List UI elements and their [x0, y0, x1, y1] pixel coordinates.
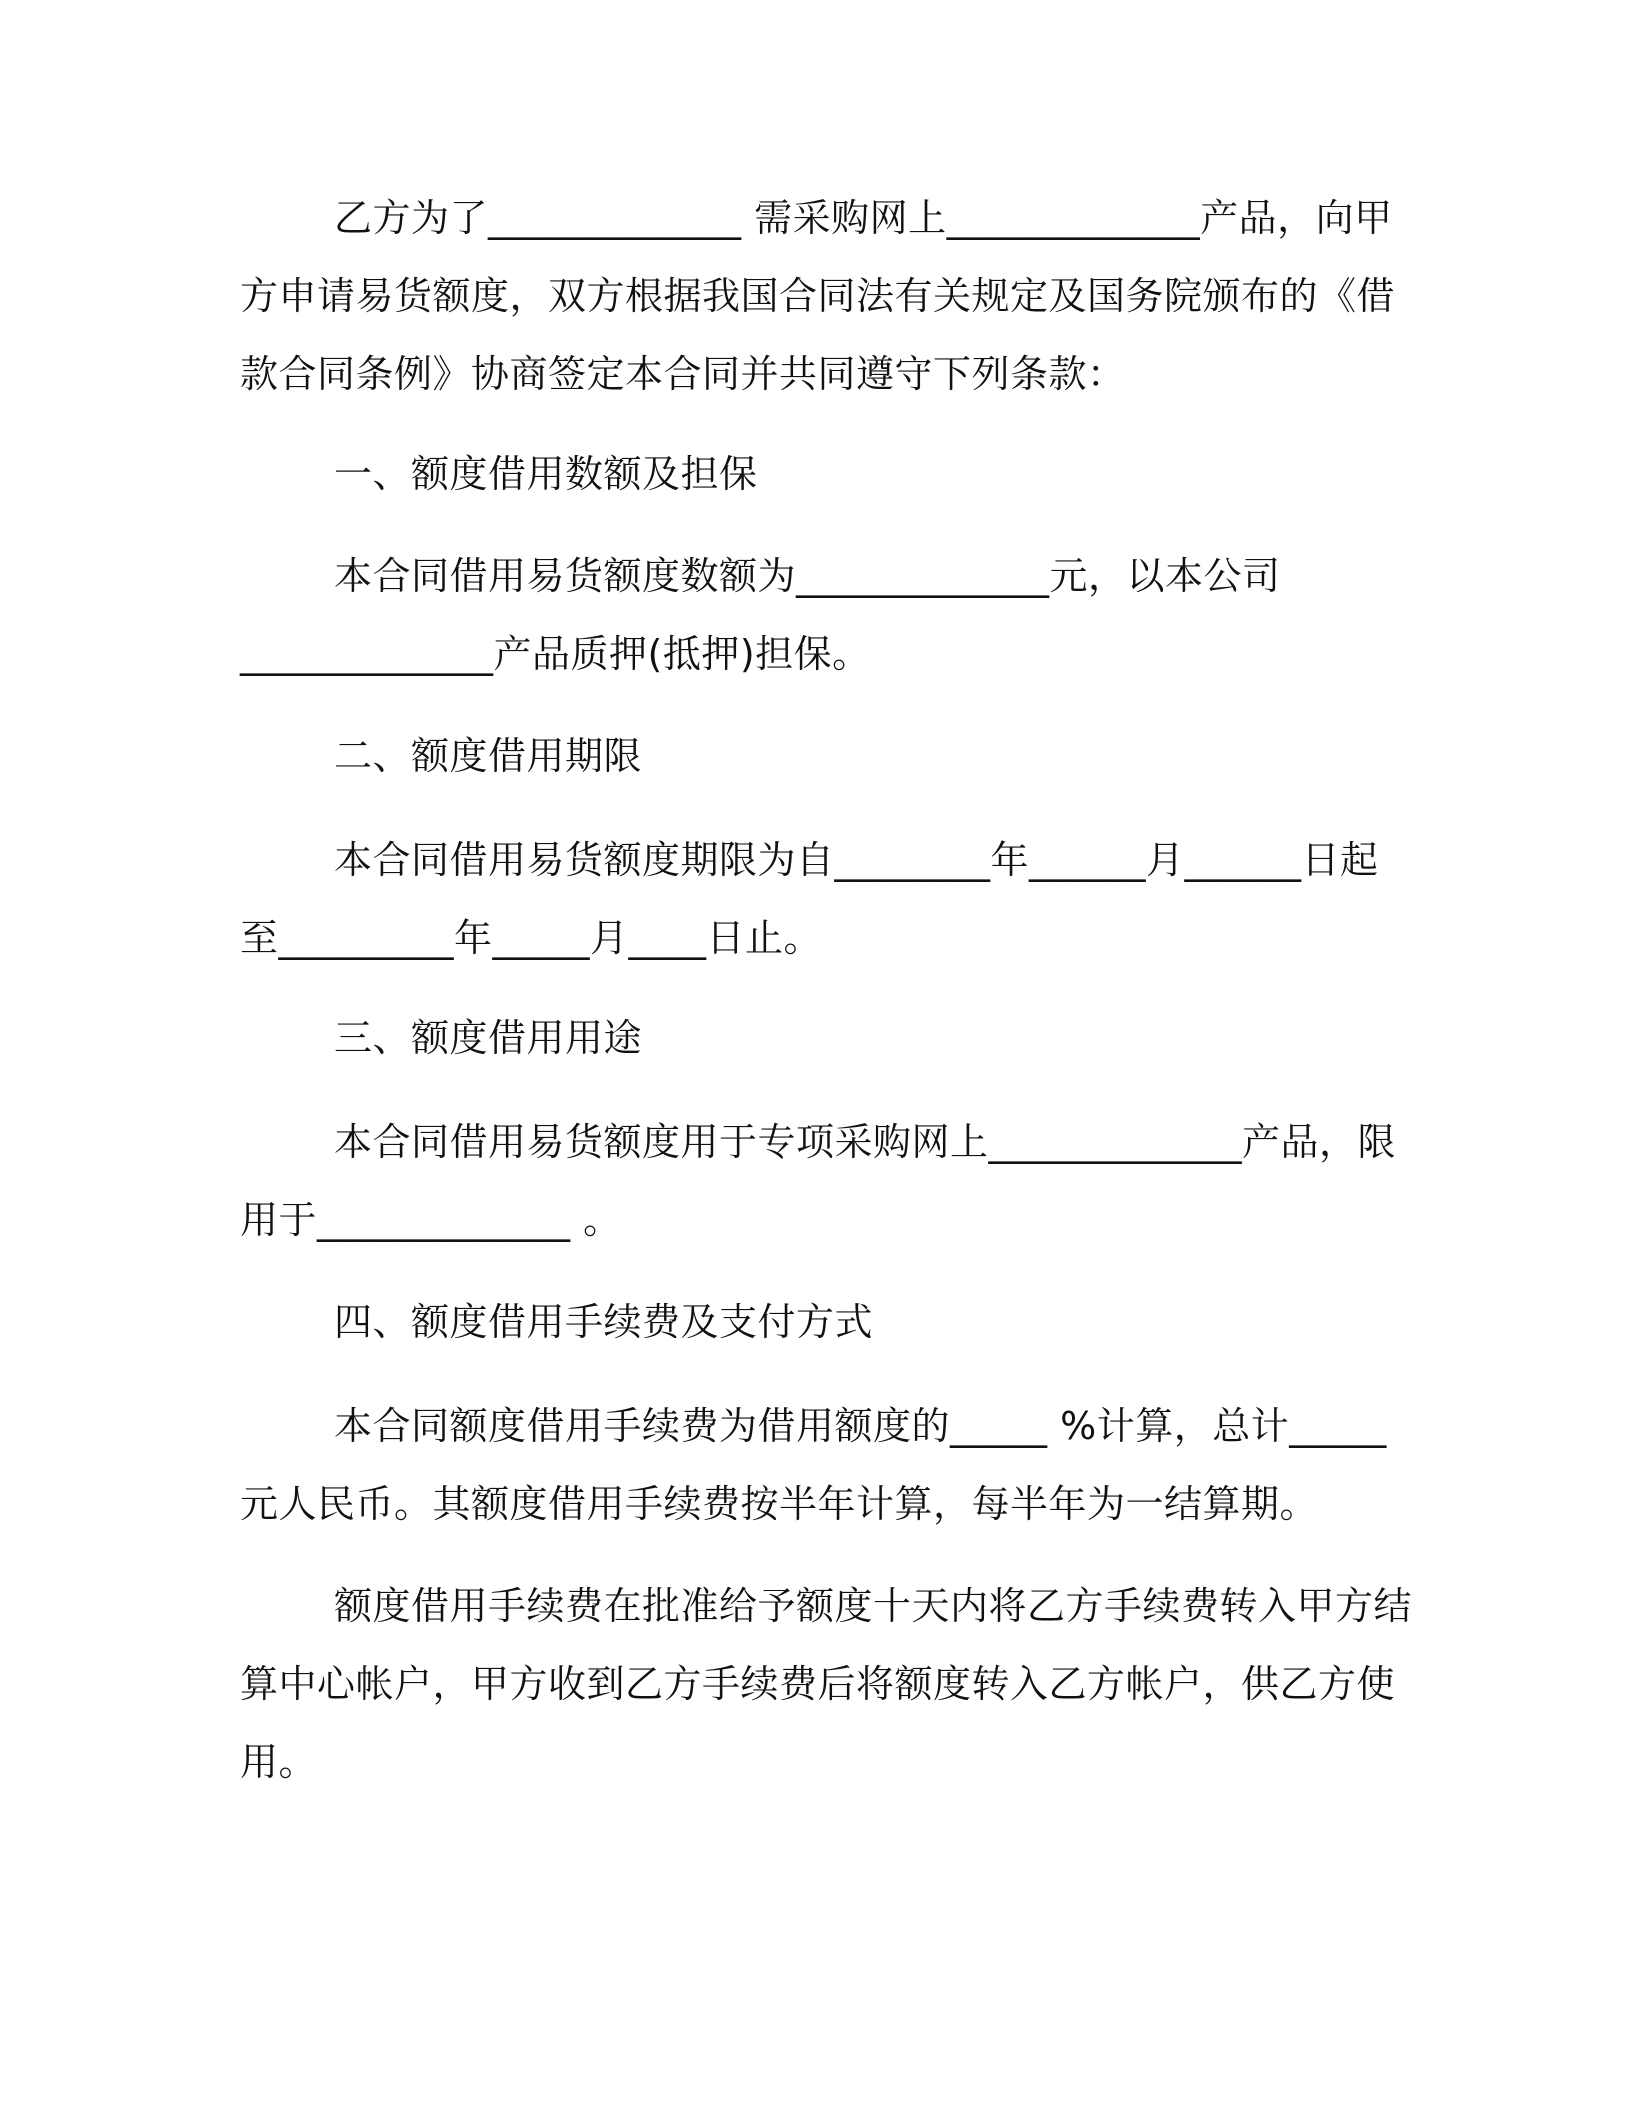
section-heading-2: 二、额度借用期限	[334, 734, 643, 778]
section-4-text-line-1: 本合同额度借用手续费为借用额度的_____ %计算，总计_____	[334, 1404, 1387, 1448]
section-4-text-line-2: 元人民币。其额度借用手续费按半年计算，每半年为一结算期。	[240, 1482, 1319, 1526]
section-heading-3: 三、额度借用用途	[334, 1016, 643, 1060]
section-1-text-line-1: 本合同借用易货额度数额为_____________元，以本公司	[334, 554, 1281, 598]
section-heading-4: 四、额度借用手续费及支付方式	[334, 1300, 874, 1344]
paragraph-intro-line-2: 方申请易货额度，双方根据我国合同法有关规定及国务院颁布的《借	[240, 274, 1396, 318]
section-3-text-line-1: 本合同借用易货额度用于专项采购网上_____________产品，限	[334, 1120, 1397, 1164]
section-4-paragraph-2-line-2: 算中心帐户，甲方收到乙方手续费后将额度转入乙方帐户，供乙方使	[240, 1662, 1396, 1706]
section-2-text-line-1: 本合同借用易货额度期限为自________年______月______日起	[334, 838, 1379, 882]
paragraph-intro-line-1: 乙方为了_____________ 需采购网上_____________产品，向甲	[334, 196, 1393, 240]
section-1-text-line-2: _____________产品质押(抵押)担保。	[240, 632, 871, 676]
section-2-text-line-2: 至_________年_____月____日止。	[240, 916, 823, 960]
section-heading-1: 一、额度借用数额及担保	[334, 452, 758, 496]
section-4-paragraph-2-line-3: 用。	[240, 1740, 318, 1784]
paragraph-intro-line-3: 款合同条例》协商签定本合同并共同遵守下列条款：	[240, 352, 1126, 396]
section-3-text-line-2: 用于_____________ 。	[240, 1198, 622, 1242]
section-4-paragraph-2-line-1: 额度借用手续费在批准给予额度十天内将乙方手续费转入甲方结	[334, 1584, 1413, 1628]
